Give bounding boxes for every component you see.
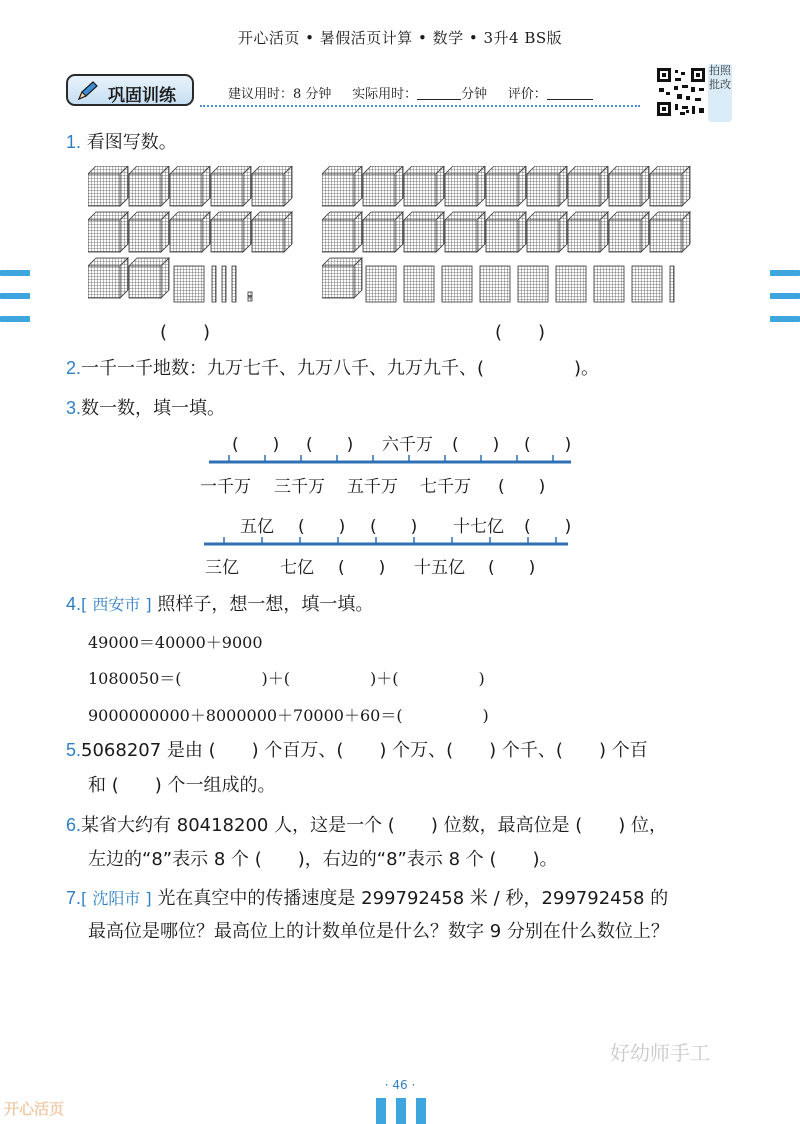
question-number: 6. — [66, 815, 82, 835]
line2-bottom-label: 七亿 — [280, 558, 314, 578]
line1-top-label: 六千万 — [382, 435, 433, 455]
line1-top-label[interactable]: ( ) — [232, 435, 280, 455]
line2-top-label: 十七亿 — [453, 517, 504, 537]
number-line-1 — [205, 452, 575, 468]
question-line-1[interactable]: 某省大约有 80418200 人，这是一个 ( ) 位数，最高位是 ( ) 位， — [81, 815, 668, 836]
question-number: 4. — [66, 594, 82, 614]
line2-bottom-label[interactable]: ( ) — [338, 558, 386, 578]
q4-row3[interactable]: 9000000000＋8000000＋70000＋60＝( ) — [88, 706, 489, 725]
question-1 — [66, 130, 177, 155]
qr-code-icon[interactable] — [655, 66, 707, 118]
rating-blank[interactable] — [547, 87, 593, 100]
actual-time-label: 实际用时： — [352, 87, 418, 102]
line2-bottom-label[interactable]: ( ) — [488, 558, 536, 578]
footer-bars — [372, 1094, 430, 1124]
rating-label: 评价： — [507, 87, 547, 102]
question-3 — [66, 396, 225, 421]
time-info — [228, 83, 593, 102]
right-side-bars — [770, 270, 800, 339]
section-tag — [66, 74, 194, 106]
line1-top-label[interactable]: ( ) — [452, 435, 500, 455]
page-header-title: 开心活页 • 暑假活页计算 • 数学 • 3升4 BS版 — [237, 29, 563, 47]
question-number: 1. — [66, 132, 82, 152]
line2-top-label[interactable]: ( ) — [524, 517, 572, 537]
line1-top-label[interactable]: ( ) — [524, 435, 572, 455]
line1-bottom-label: 七千万 — [420, 477, 471, 497]
question-7-line-2: 最高位是哪位？最高位上的计数单位是什么？数字 9 分别在什么数位上？ — [88, 921, 669, 942]
block-picture-left — [88, 166, 298, 306]
actual-time-blank[interactable] — [417, 87, 461, 100]
question-2 — [66, 356, 599, 381]
line1-bottom-label: 三千万 — [274, 477, 325, 497]
pencil-icon — [76, 80, 100, 106]
question-text: 看图写数。 — [86, 132, 177, 153]
question-line-1[interactable]: 5068207 是由 ( ) 个百万、( ) 个万、( ) 个千、( ) 个百 — [81, 740, 648, 761]
question-number: 3. — [66, 398, 82, 418]
q1-answer-right[interactable]: ( ) — [495, 322, 546, 343]
question-6-line-2[interactable]: 左边的“8”表示 8 个 ( )，右边的“8”表示 8 个 ( )。 — [88, 849, 558, 870]
question-text: 照样子，想一想，填一填。 — [157, 594, 374, 615]
question-4 — [66, 592, 373, 617]
question-number: 2. — [66, 358, 82, 378]
question-5-line-2[interactable]: 和 ( ) 个一组成的。 — [88, 775, 276, 796]
question-text: 数一数，填一填。 — [81, 398, 226, 419]
brand-logo: 开心活页 — [4, 1100, 65, 1118]
q4-row2[interactable]: 1080050＝( )＋( )＋( ) — [88, 669, 485, 688]
section-label: 巩固训练 — [108, 86, 176, 106]
line1-top-label[interactable]: ( ) — [306, 435, 354, 455]
city-tag: [ 沈阳市 ] — [81, 889, 152, 908]
city-tag: [ 西安市 ] — [81, 595, 152, 614]
left-side-bars — [0, 270, 30, 339]
q4-example: 49000＝40000＋9000 — [88, 633, 263, 652]
question-line-1: 光在真空中的传播速度是 299792458 米 / 秒，299792458 的 — [157, 888, 669, 909]
block-picture-right — [322, 166, 722, 306]
number-line-2 — [200, 534, 572, 550]
question-number: 5. — [66, 740, 82, 760]
watermark-text: 好幼师手工 — [610, 1041, 710, 1065]
photo-correct-label: 拍照批改 — [708, 64, 732, 122]
actual-time-unit: 分钟 — [461, 87, 488, 102]
line2-bottom-label: 三亿 — [205, 558, 239, 578]
question-number: 7. — [66, 888, 82, 908]
page-number: · 46 · — [384, 1078, 416, 1092]
line2-top-label[interactable]: ( ) — [298, 517, 346, 537]
question-5 — [66, 738, 648, 763]
line1-bottom-label[interactable]: ( ) — [498, 477, 546, 497]
line1-bottom-label: 五千万 — [347, 477, 398, 497]
line2-bottom-label: 十五亿 — [414, 558, 465, 578]
question-text[interactable]: 一千一千地数：九万七千、九万八千、九万九千、( )。 — [81, 358, 600, 379]
q1-answer-left[interactable]: ( ) — [160, 322, 211, 343]
suggested-time: 建议用时：8 分钟 — [228, 87, 332, 102]
dotted-divider — [200, 105, 640, 107]
line2-top-label[interactable]: ( ) — [370, 517, 418, 537]
question-7 — [66, 886, 668, 911]
line1-bottom-label: 一千万 — [200, 477, 251, 497]
line2-top-label: 五亿 — [240, 517, 274, 537]
question-6 — [66, 813, 667, 838]
